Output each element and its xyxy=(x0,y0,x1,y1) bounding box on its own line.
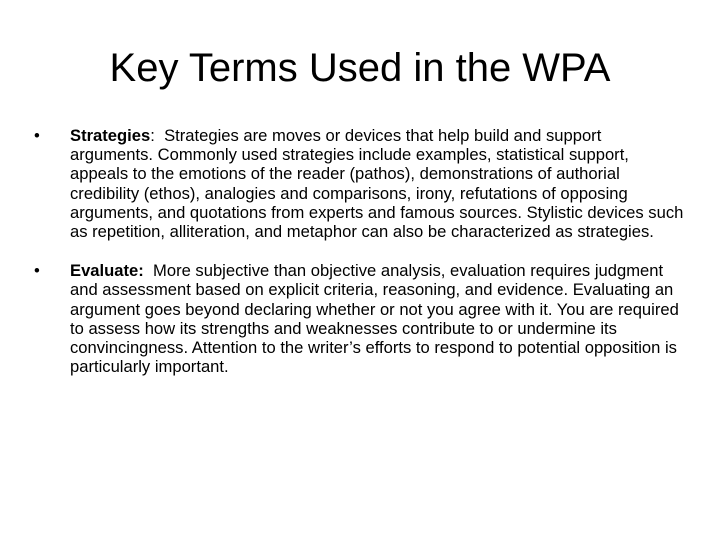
term-evaluate: Evaluate: xyxy=(70,261,144,281)
definition-evaluate: More subjective than objective analysis, evaluation requires judgment and assessment based on explicit criteria, reasoning, and evidence. Evaluating an argument goes beyond declaring whether or not you agree with it. You are required to assess how its strengths and weaknesses contribute to or undermine its convincingness. Attention to the writer’s efforts to respond to potential opposition is particularly important. xyxy=(70,261,679,377)
term-separator: : xyxy=(150,126,165,145)
bullet-item-strategies xyxy=(34,126,684,241)
term-strategies: Strategies xyxy=(70,126,151,145)
term-separator xyxy=(144,261,153,280)
bullet-list xyxy=(34,126,684,396)
slide-title: Key Terms Used in the WPA xyxy=(109,46,611,90)
bullet-marker: • xyxy=(34,261,40,281)
bullet-marker: • xyxy=(34,126,40,145)
bullet-item-evaluate xyxy=(34,261,684,376)
definition-strategies: Strategies are moves or devices that help build and support arguments. Commonly used strategies include examples, statistical support, appeals to the emotions of the reader (pathos), demonstrations of authorial credibility (ethos), analogies and comparisons, irony, refutations of opposing arguments, and quotations from experts and famous sources. Stylistic devices such as repetition, alliteration, and metaphor can also be characterized as strategies. xyxy=(70,126,684,242)
